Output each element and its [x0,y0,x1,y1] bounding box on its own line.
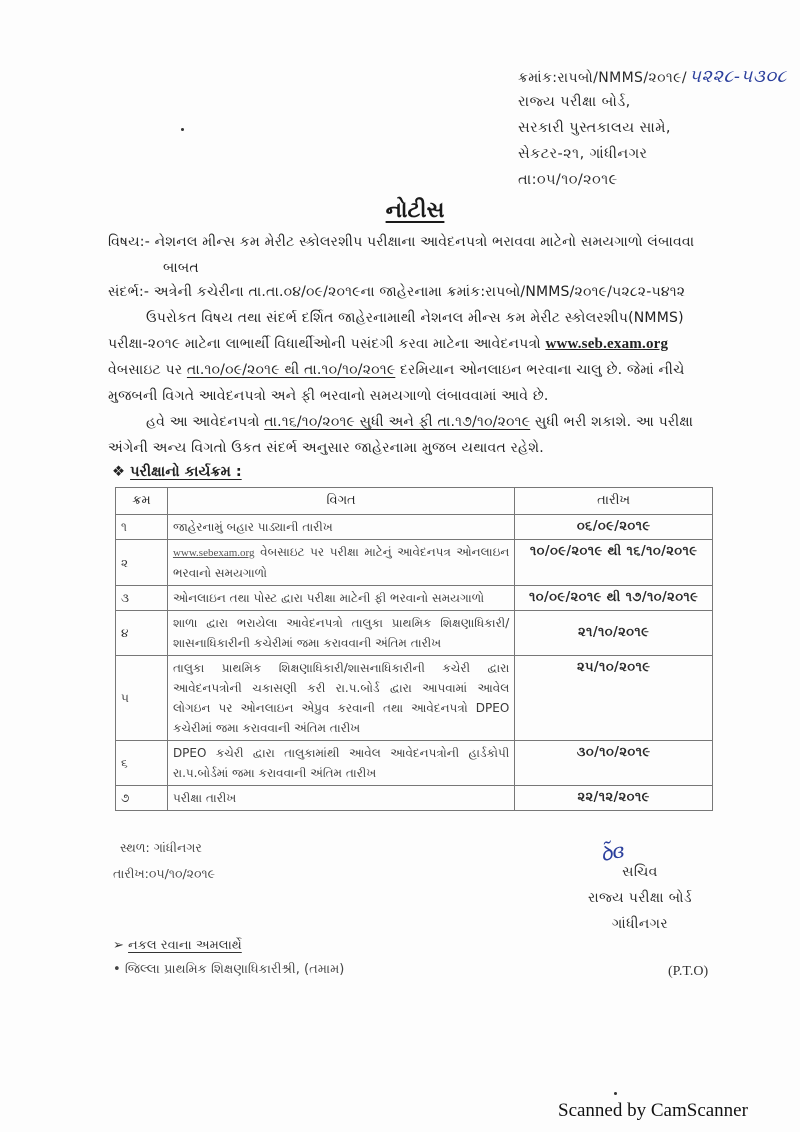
row-number: ૧ [116,515,168,540]
copy-to-heading [113,938,242,953]
subject-line [108,234,748,250]
address-line-city: સેકટર-૨૧, ગાંધીનગર [518,146,648,162]
scanner-watermark: Scanned by CamScanner [558,1100,748,1121]
reference-number [518,66,787,87]
table-row [116,786,713,811]
row-date: ૨૧/૧૦/૨૦૧૯ [515,611,713,656]
signatory-org: રાજ્ય પરીક્ષા બોર્ડ [587,890,693,906]
para1-line3-pre: વેબસાઇટ પર [108,362,187,378]
row-number: ૩ [116,586,168,611]
reference-number-label: ક્રમાંક:રાપબો/NMMS/૨૦૧૯/ [518,70,687,86]
place-label: સ્થળ: ગાંધીનગર [120,840,202,855]
para1-line2-text: પરીક્ષા-૨૦૧૯ માટેના લાભાર્થી વિધાર્થીઓની પસંદગી કરવા માટેના આવેદનપત્રો [108,336,546,352]
row-description: ઓનલાઇન તથા પોસ્ટ દ્વારા પરીક્ષા માટેની ફી ભરવાનો સમયગાળો [167,586,514,611]
row-date: ૩૦/૧૦/૨૦૧૯ [515,741,713,786]
reference-line [108,284,748,300]
schedule-heading [112,464,242,480]
footer-date: તારીખ:૦૫/૧૦/૨૦૧૯ [113,866,216,881]
application-period: તા.૧૦/૦૯/૨૦૧૯ થી તા.૧૦/૧૦/૨૦૧૯ [186,362,396,378]
signatory-city: ગાંધીનગર [612,916,668,932]
scan-speck [181,128,184,131]
para1-line3-post: દરમિયાન ઓનલાઇન ભરવાના ચાલુ છે. જેમાં નીચે [395,362,685,378]
row-date: ૨૨/૧૨/૨૦૧૯ [515,786,713,811]
row-date: ૦૬/૦૯/૨૦૧૯ [515,515,713,540]
row-description: જાહેરનામું બહાર પાડ્યાની તારીખ [167,515,514,540]
para2-line1-post: સુધી ભરી શકાશે. આ પરીક્ષા [530,414,694,430]
row-date: ૧૦/૦૯/૨૦૧૯ થી ૧૬/૧૦/૨૦૧૯ [515,540,713,586]
signatory-title: સચિવ [622,864,658,880]
header-date: તા:૦૫/૧૦/૨૦૧૯ [518,172,618,188]
copy-to-recipient: જિલ્લા પ્રાથમિક શિક્ષણાધિકારીશ્રી, (તમામ) [124,962,345,977]
row-description: તાલુકા પ્રાથમિક શિક્ષણાધિકારી/શાસનાધિકારીની કચેરી દ્વારા આવેદનપત્રોની ચકાસણી કરી રા.પ.બોર્ડ દ્વારા આપવામાં આવેલ લોગઇન પર ઓનલાઇન એપ્રુવ કરવાની તથા આવેદનપત્રો DPEO કચેરીમાં જમા કરાવવાની અંતિમ તારીખ [167,656,514,741]
row-number: ૫ [116,656,168,741]
row-number: ૨ [116,540,168,586]
copy-to-label: નકલ રવાના અમલાર્થે [128,938,242,953]
para1-line2 [108,336,748,353]
table-row [116,515,713,540]
row-number: ૭ [116,786,168,811]
address-line-board: રાજ્ય પરીક્ષા બોર્ડ, [518,94,631,110]
row-date: ૨૫/૧૦/૨૦૧૯ [515,656,713,741]
reference-label: સંદર્ભ:- [108,284,150,300]
para1-line4: મુજબની વિગતે આવેદનપત્રો અને ફી ભરવાનો સમયગાળો લંબાવવામાં આવે છે. [108,388,549,404]
table-row [116,611,713,656]
copy-to-item [113,962,344,977]
subject-continuation: બાબત [163,260,199,276]
diamond-bullet-icon: ❖ [112,464,125,480]
bullet-icon: • [113,962,121,977]
website-link[interactable]: www.seb.exam.org [545,336,669,352]
row-description: પરીક્ષા તારીખ [167,786,514,811]
column-header-date: તારીખ [515,488,713,515]
row-description-text: વેબસાઇટ પર પરીક્ષા માટેનું આવેદનપત્ર ઓનલાઇન ભરવાનો સમયગાળો [172,545,510,580]
para1-line3 [108,362,748,378]
row-number: ૬ [116,741,168,786]
handwritten-reference: ૫૨૨૮-૫૩૦૮ [688,66,787,87]
row-description: શાળા દ્વારા ભરાયેલા આવેદનપત્રો તાલુકા પ્રાથમિક શિક્ષણાધિકારી/ શાસનાધિકારીની કચેરીમાં જમા કરાવવાની અંતિમ તારીખ [167,611,514,656]
column-header-details: વિગત [167,488,514,515]
schedule-table [115,487,713,811]
para2-line1 [146,414,786,430]
subject-label: વિષય:- [108,234,150,250]
extended-deadline: તા.૧૬/૧૦/૨૦૧૯ સુધી અને ફી તા.૧૭/૧૦/૨૦૧૯ [264,414,531,430]
row-date: ૧૦/૦૯/૨૦૧૯ થી ૧૭/૧૦/૨૦૧૯ [515,586,713,611]
para2-line2: અંગેની અન્ય વિગતો ઉકત સંદર્ભ અનુસાર જાહેરનામા મુજબ યથાવત રહેશે. [108,440,544,456]
para2-line1-pre: હવે આ આવેદનપત્રો [146,414,265,430]
row-number: ૪ [116,611,168,656]
page-title: નોટીસ [385,198,445,223]
table-row [116,586,713,611]
address-line-street: સરકારી પુસ્તકાલય સામે, [518,120,671,136]
column-header-number: ક્રમ [116,488,168,515]
row-website-link[interactable]: www.sebexam.org [172,547,255,559]
reference-text: અત્રેની કચેરીના તા.તા.૦૪/૦૯/૨૦૧૯ના જાહેરનામા ક્રમાંક:રાપબો/NMMS/૨૦૧૯/૫૨૮૨-૫૪૧૨ [153,284,686,300]
para1-line1: ઉપરોકત વિષય તથા સંદર્ભ દર્શિત જાહેરનામાથી નેશનલ મીન્સ કમ મેરીટ સ્કોલરશીપ(NMMS) [146,310,684,326]
table-header-row [116,488,713,515]
table-row [116,741,713,786]
table-row [116,656,713,741]
please-turn-over: (P.T.O) [668,964,709,979]
table-row [116,540,713,586]
row-description: DPEO કચેરી દ્વારા તાલુકામાંથી આવેલ આવેદનપત્રોની હાર્ડકોપી રા.પ.બોર્ડમાં જમા કરાવવાની અંતિમ તારીખ [167,741,514,786]
signature-mark: ꝺ̃ɞ [597,837,627,867]
subject-text: નેશનલ મીન્સ કમ મેરીટ સ્કોલરશીપ પરીક્ષાના આવેદનપત્રો ભરાવવા માટેનો સમયગાળો લંબાવવા [154,234,695,250]
schedule-heading-label: પરીક્ષાનો કાર્યક્રમ : [130,464,242,480]
scan-speck [614,1092,617,1095]
arrow-bullet-icon: ➢ [113,938,124,953]
row-description [167,540,514,586]
